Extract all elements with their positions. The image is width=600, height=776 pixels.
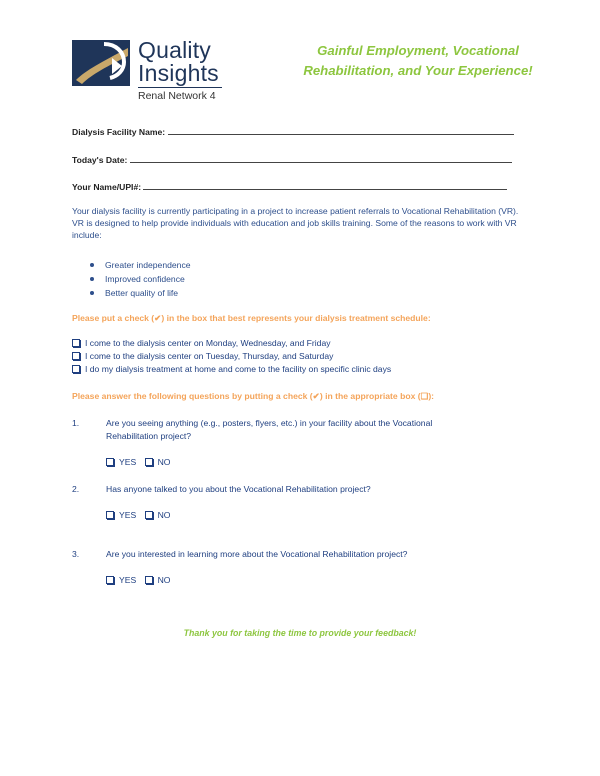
- facility-name-label: Dialysis Facility Name:: [72, 127, 166, 137]
- schedule-option[interactable]: [72, 337, 391, 350]
- your-name-field[interactable]: [72, 181, 507, 192]
- logo-word-insights: Insights: [138, 60, 219, 86]
- question-number: 1.: [72, 418, 80, 428]
- yes-checkbox-icon[interactable]: [106, 576, 114, 584]
- document-title: [288, 41, 548, 81]
- todays-date-blank[interactable]: [130, 154, 512, 163]
- yes-label: YES: [119, 457, 137, 467]
- checkbox-icon[interactable]: [72, 365, 80, 373]
- yes-label: YES: [119, 510, 137, 520]
- checkbox-icon[interactable]: [72, 339, 80, 347]
- questions-instruction: Please answer the following questions by putting a check (✔) in the appropriate box (❑):: [72, 391, 435, 401]
- schedule-option-label: I come to the dialysis center on Tuesday, Thursday, and Saturday: [85, 351, 334, 361]
- facility-name-blank[interactable]: [168, 126, 514, 135]
- no-label: NO: [157, 510, 171, 520]
- list-item: [90, 286, 191, 300]
- schedule-options: [72, 337, 391, 376]
- list-item: [90, 272, 191, 286]
- title-line-1: Gainful Employment, Vocational: [317, 43, 519, 58]
- schedule-option[interactable]: [72, 350, 391, 363]
- question-1-answers: [106, 457, 170, 467]
- logo-subtitle: Renal Network 4: [138, 90, 216, 102]
- question-number: 2.: [72, 484, 80, 494]
- question-text: Are you seeing anything (e.g., posters, flyers, etc.) in your facility about the Vocational Rehabilitation project?: [106, 418, 433, 441]
- schedule-option-label: I come to the dialysis center on Monday, Wednesday, and Friday: [85, 338, 331, 348]
- your-name-blank[interactable]: [143, 181, 507, 190]
- no-label: NO: [157, 457, 171, 467]
- question-2-answers: [106, 510, 170, 520]
- thank-you-note: Thank you for taking the time to provide your feedback!: [183, 628, 417, 638]
- question-text: Has anyone talked to you about the Vocational Rehabilitation project?: [106, 484, 371, 494]
- no-checkbox-icon[interactable]: [145, 576, 153, 584]
- logo-divider: [138, 87, 222, 88]
- yes-label: YES: [119, 575, 137, 585]
- yes-checkbox-icon[interactable]: [106, 458, 114, 466]
- checkbox-icon[interactable]: [72, 352, 80, 360]
- logo-word-quality: Quality: [138, 37, 211, 63]
- list-item: [90, 258, 191, 272]
- bullet-icon: [90, 277, 94, 281]
- your-name-label: Your Name/UPI#:: [72, 182, 142, 192]
- no-checkbox-icon[interactable]: [145, 511, 153, 519]
- schedule-instruction: Please put a check (✔) in the box that best represents your dialysis treatment schedule:: [72, 313, 431, 323]
- no-label: NO: [157, 575, 171, 585]
- todays-date-label: Today's Date:: [72, 155, 128, 165]
- list-item-text: Greater independence: [105, 260, 191, 270]
- intro-paragraph: Your dialysis facility is currently participating in a project to increase patient referrals to Vocational Rehabilitation (VR). VR is designed to help provide individuals with education and job skills training. Some of the reasons to work with VR include:: [72, 206, 519, 240]
- question-number: 3.: [72, 549, 80, 559]
- todays-date-field[interactable]: [72, 154, 512, 165]
- no-checkbox-icon[interactable]: [145, 458, 153, 466]
- list-item-text: Improved confidence: [105, 274, 185, 284]
- logo: [72, 37, 222, 102]
- facility-name-field[interactable]: [72, 126, 514, 137]
- bullet-icon: [90, 291, 94, 295]
- yes-checkbox-icon[interactable]: [106, 511, 114, 519]
- logo-mark-icon: [72, 40, 130, 86]
- schedule-option-label: I do my dialysis treatment at home and come to the facility on specific clinic days: [85, 364, 392, 374]
- title-line-2: Rehabilitation, and Your Experience!: [303, 63, 533, 78]
- question-text: Are you interested in learning more about the Vocational Rehabilitation project?: [106, 549, 408, 559]
- question-3-answers: [106, 575, 170, 585]
- schedule-option[interactable]: [72, 363, 391, 376]
- bullet-icon: [90, 263, 94, 267]
- list-item-text: Better quality of life: [105, 288, 179, 298]
- reasons-list: [90, 258, 191, 300]
